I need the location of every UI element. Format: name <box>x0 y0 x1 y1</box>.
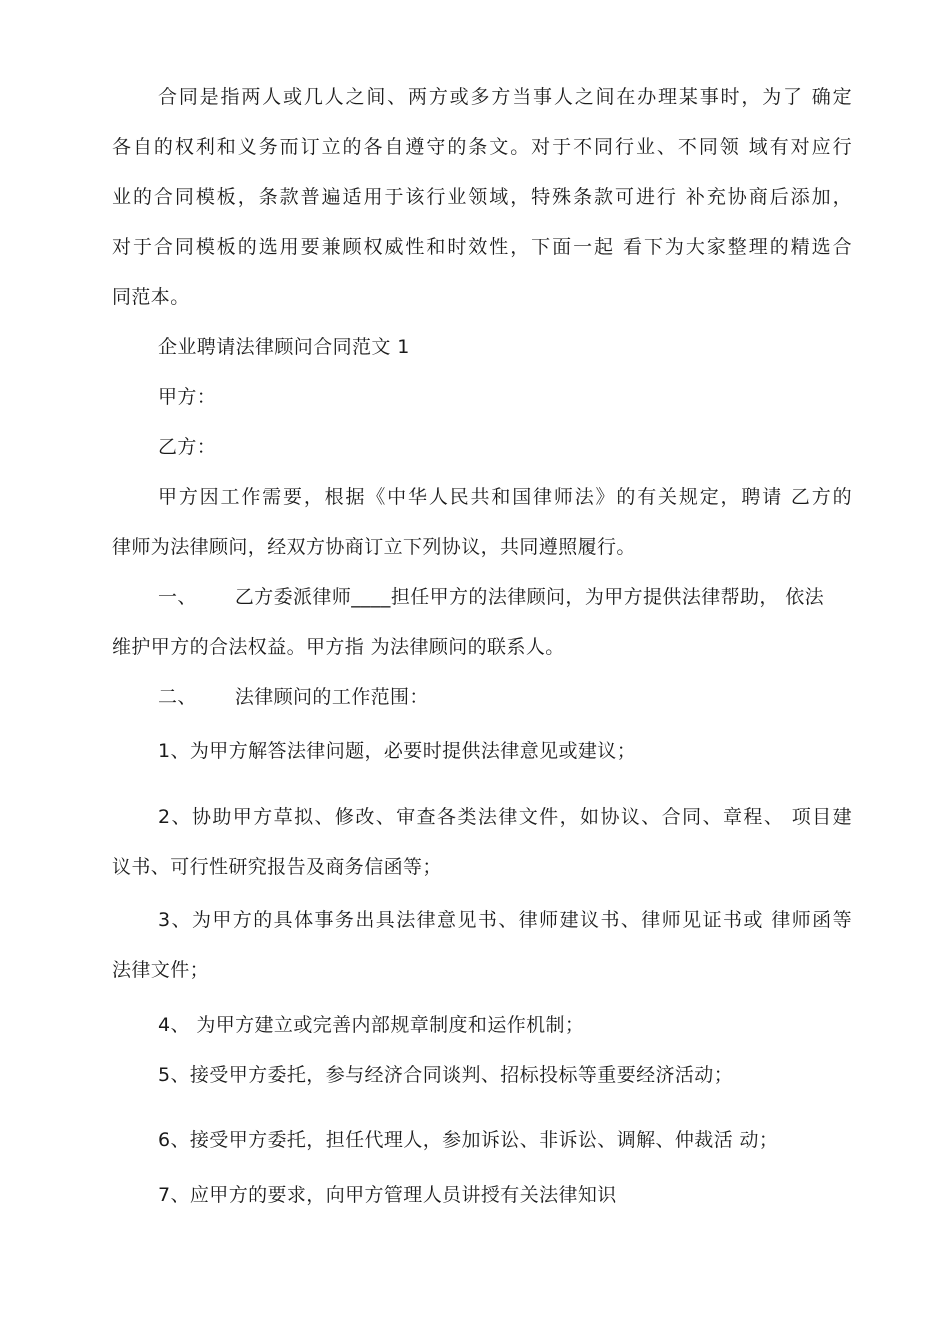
list-item-7: 7、应甲方的要求，向甲方管理人员讲授有关法律知识 <box>158 1184 617 1206</box>
clause-2-number: 二、 <box>158 686 197 708</box>
clause-2-heading <box>158 684 852 710</box>
intro-line-1: 合同是指两人或几人之间、两方或多方当事人之间在办理某事时，为了 确定 <box>158 86 852 108</box>
list-item-6: 6、接受甲方委托，担任代理人，参加诉讼、非诉讼、调解、仲裁活 动； <box>158 1129 779 1151</box>
clause-2-title: 法律顾问的工作范围： <box>234 686 429 708</box>
list-item-3-line-1: 3、为甲方的具体事务出具法律意见书、律师建议书、律师见证书或 律师函等 <box>158 909 852 931</box>
list-item-4: 4、 为甲方建立或完善内部规章制度和运作机制； <box>158 1014 585 1036</box>
list-item-1: 1、为甲方解答法律问题，必要时提供法律意见或建议； <box>158 740 637 762</box>
intro-line-3: 业的合同模板，条款普遍适用于该行业领域，特殊条款可进行 补充协商后添加， <box>112 186 852 208</box>
preamble-line-2: 律师为法律顾问，经双方协商订立下列协议，共同遵照履行。 <box>112 536 636 558</box>
intro-line-5: 同范本。 <box>112 286 190 308</box>
list-item-2-line-2: 议书、可行性研究报告及商务信函等； <box>112 856 442 878</box>
party-b-label: 乙方： <box>158 436 217 458</box>
intro-line-2: 各自的权利和义务而订立的各自遵守的条文。对于不同行业、不同领 域有对应行 <box>112 136 852 158</box>
document-heading: 企业聘请法律顾问合同范文 1 <box>158 336 410 358</box>
intro-line-4: 对于合同模板的选用要兼顾权威性和时效性，下面一起 看下为大家整理的精选合 <box>112 236 852 258</box>
preamble-line-1: 甲方因工作需要，根据《中华人民共和国律师法》的有关规定，聘请 乙方的 <box>158 486 852 508</box>
party-a-label: 甲方： <box>158 386 217 408</box>
list-item-5: 5、接受甲方委托，参与经济合同谈判、招标投标等重要经济活动； <box>158 1064 734 1086</box>
clause-1-number: 一、 <box>158 586 197 608</box>
list-item-3-line-2: 法律文件； <box>112 959 210 981</box>
list-item-2-line-1: 2、协助甲方草拟、修改、审查各类法律文件，如协议、合同、章程、 项目建 <box>158 806 852 828</box>
clause-1-line-2: 维护甲方的合法权益。甲方指 为法律顾问的联系人。 <box>112 636 565 658</box>
clause-1-line-1 <box>158 584 852 610</box>
clause-1-text: 乙方委派律师____担任甲方的法律顾问，为甲方提供法律帮助， 依法 <box>234 586 825 608</box>
